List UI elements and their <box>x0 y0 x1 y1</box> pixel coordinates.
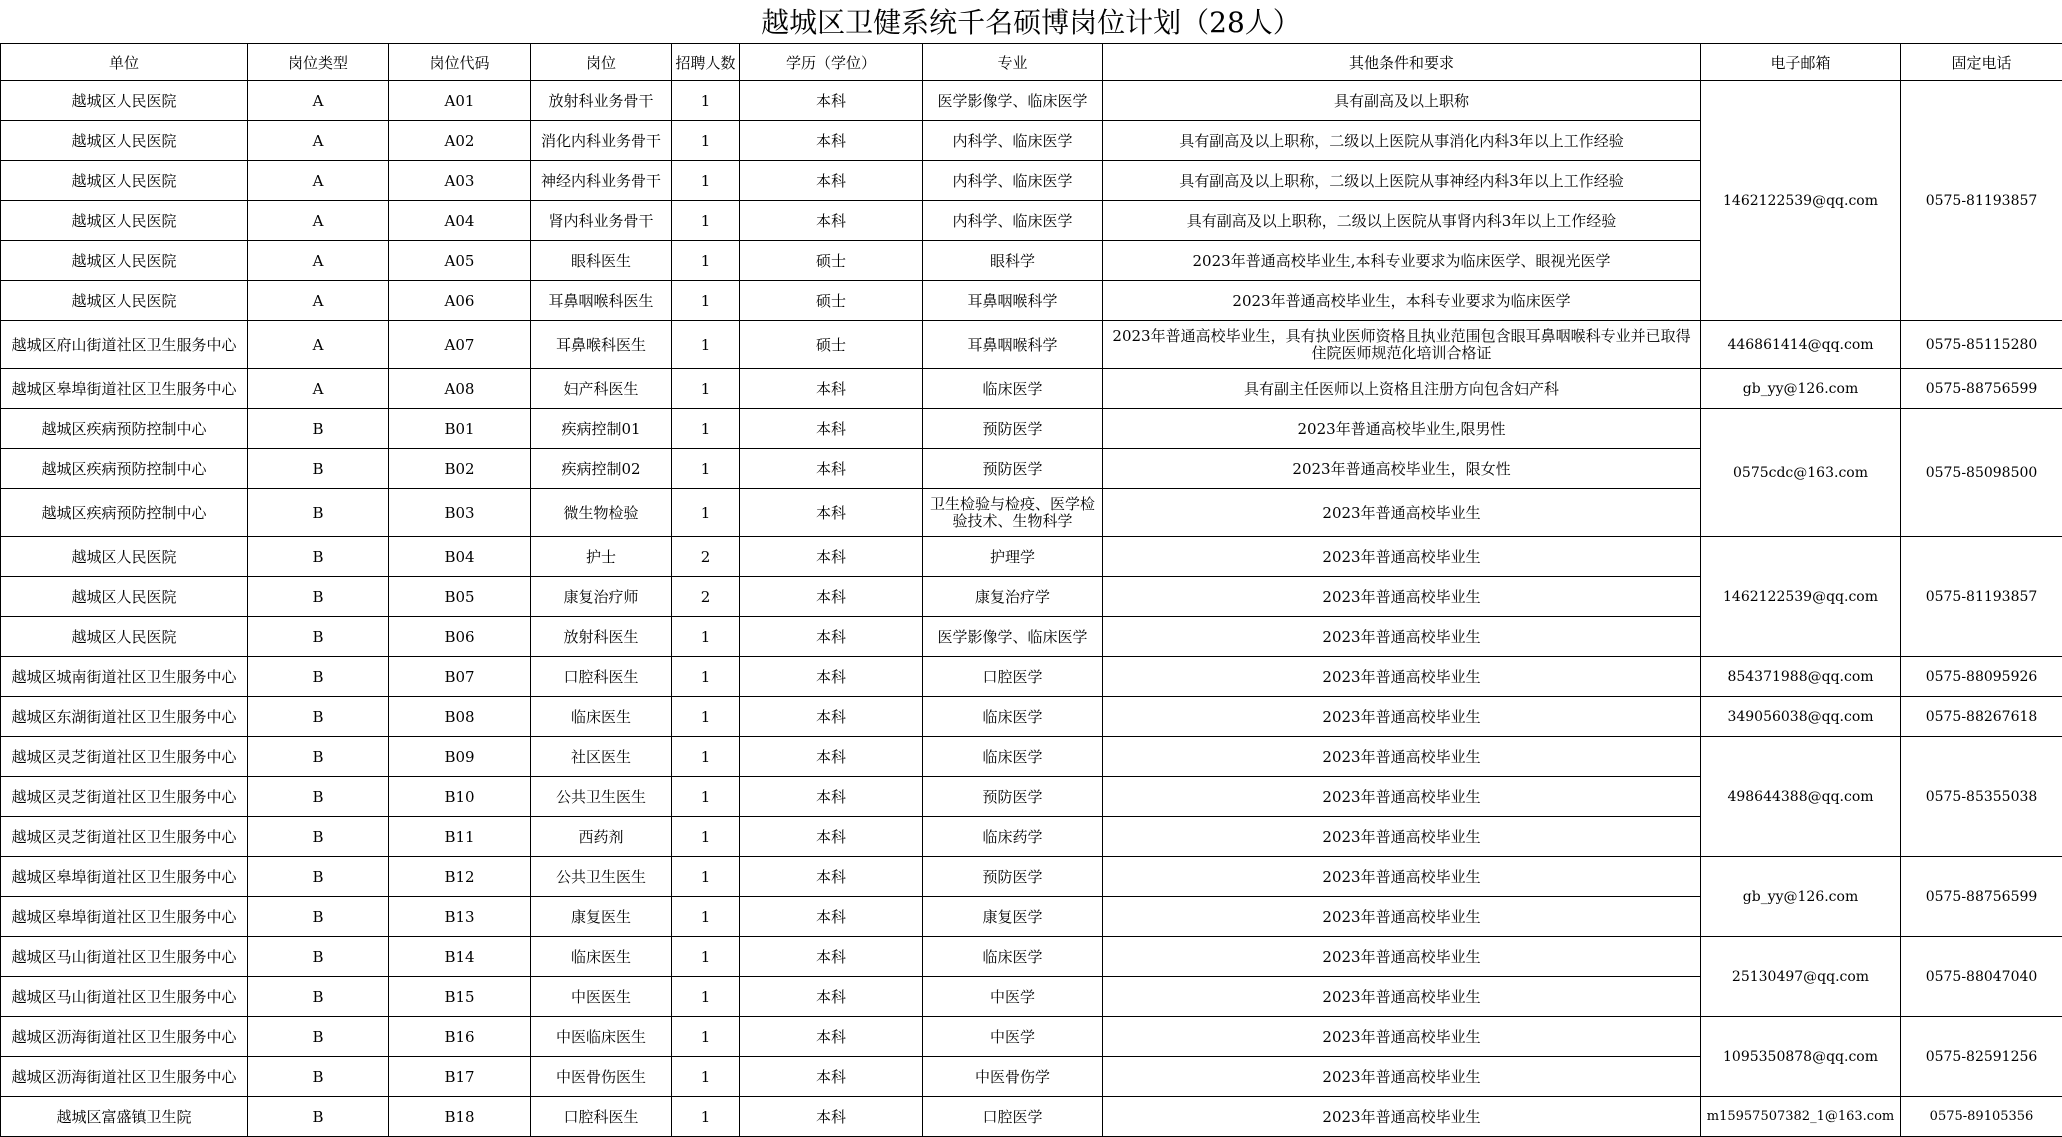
degree-cell: 本科 <box>740 1057 923 1097</box>
position-cell: 西药剂 <box>531 817 672 857</box>
major-cell: 临床医学 <box>923 737 1103 777</box>
unit-cell: 越城区人民医院 <box>1 537 248 577</box>
requirement-cell: 2023年普通高校毕业生 <box>1103 617 1701 657</box>
major-cell: 预防医学 <box>923 857 1103 897</box>
type-cell: A <box>248 281 389 321</box>
type-cell: A <box>248 81 389 121</box>
requirement-cell: 2023年普通高校毕业生，限女性 <box>1103 449 1701 489</box>
unit-cell: 越城区人民医院 <box>1 81 248 121</box>
requirement-cell: 2023年普通高校毕业生 <box>1103 489 1701 537</box>
type-cell: A <box>248 121 389 161</box>
position-cell: 中医医生 <box>531 977 672 1017</box>
major-cell: 中医骨伤学 <box>923 1057 1103 1097</box>
requirement-cell: 2023年普通高校毕业生，本科专业要求为临床医学 <box>1103 281 1701 321</box>
position-cell: 微生物检验 <box>531 489 672 537</box>
major-cell: 康复治疗学 <box>923 577 1103 617</box>
phone-cell: 0575-85098500 <box>1901 409 2062 537</box>
count-cell: 1 <box>672 81 740 121</box>
type-cell: A <box>248 161 389 201</box>
email-cell: 498644388@qq.com <box>1701 737 1901 857</box>
type-cell: B <box>248 537 389 577</box>
count-cell: 1 <box>672 817 740 857</box>
unit-cell: 越城区沥海街道社区卫生服务中心 <box>1 1017 248 1057</box>
position-cell: 临床医生 <box>531 937 672 977</box>
code-cell: B01 <box>389 409 531 449</box>
email-cell: gb_yy@126.com <box>1701 369 1901 409</box>
degree-cell: 硕士 <box>740 321 923 369</box>
count-cell: 1 <box>672 1017 740 1057</box>
email-cell: 1462122539@qq.com <box>1701 537 1901 657</box>
degree-cell: 本科 <box>740 617 923 657</box>
major-cell: 护理学 <box>923 537 1103 577</box>
unit-cell: 越城区沥海街道社区卫生服务中心 <box>1 1057 248 1097</box>
header-cell: 学历（学位） <box>740 44 923 81</box>
major-cell: 医学影像学、临床医学 <box>923 81 1103 121</box>
major-cell: 临床医学 <box>923 697 1103 737</box>
major-cell: 卫生检验与检疫、医学检验技术、生物科学 <box>923 489 1103 537</box>
table-row <box>1 857 2062 897</box>
degree-cell: 硕士 <box>740 241 923 281</box>
unit-cell: 越城区人民医院 <box>1 617 248 657</box>
degree-cell: 本科 <box>740 657 923 697</box>
requirement-cell: 2023年普通高校毕业生 <box>1103 897 1701 937</box>
position-cell: 公共卫生医生 <box>531 857 672 897</box>
major-cell: 预防医学 <box>923 449 1103 489</box>
degree-cell: 本科 <box>740 937 923 977</box>
degree-cell: 本科 <box>740 161 923 201</box>
code-cell: B05 <box>389 577 531 617</box>
count-cell: 1 <box>672 977 740 1017</box>
code-cell: B09 <box>389 737 531 777</box>
count-cell: 1 <box>672 449 740 489</box>
position-cell: 神经内科业务骨干 <box>531 161 672 201</box>
count-cell: 1 <box>672 1057 740 1097</box>
table-row <box>1 1017 2062 1057</box>
requirement-cell: 2023年普通高校毕业生 <box>1103 857 1701 897</box>
type-cell: B <box>248 617 389 657</box>
unit-cell: 越城区人民医院 <box>1 161 248 201</box>
header-cell: 单位 <box>1 44 248 81</box>
type-cell: B <box>248 1017 389 1057</box>
major-cell: 康复医学 <box>923 897 1103 937</box>
position-cell: 康复医生 <box>531 897 672 937</box>
type-cell: B <box>248 697 389 737</box>
position-cell: 康复治疗师 <box>531 577 672 617</box>
major-cell: 内科学、临床医学 <box>923 161 1103 201</box>
code-cell: B16 <box>389 1017 531 1057</box>
count-cell: 1 <box>672 657 740 697</box>
type-cell: A <box>248 241 389 281</box>
position-cell: 耳鼻喉科医生 <box>531 321 672 369</box>
count-cell: 1 <box>672 121 740 161</box>
code-cell: B13 <box>389 897 531 937</box>
unit-cell: 越城区皋埠街道社区卫生服务中心 <box>1 857 248 897</box>
requirement-cell: 2023年普通高校毕业生 <box>1103 777 1701 817</box>
header-cell: 其他条件和要求 <box>1103 44 1701 81</box>
code-cell: A06 <box>389 281 531 321</box>
degree-cell: 硕士 <box>740 281 923 321</box>
major-cell: 预防医学 <box>923 409 1103 449</box>
code-cell: B06 <box>389 617 531 657</box>
requirement-cell: 2023年普通高校毕业生 <box>1103 537 1701 577</box>
header-cell: 固定电话 <box>1901 44 2062 81</box>
position-cell: 放射科医生 <box>531 617 672 657</box>
type-cell: B <box>248 817 389 857</box>
degree-cell: 本科 <box>740 697 923 737</box>
header-cell: 招聘人数 <box>672 44 740 81</box>
major-cell: 内科学、临床医学 <box>923 201 1103 241</box>
position-cell: 社区医生 <box>531 737 672 777</box>
requirement-cell: 2023年普通高校毕业生 <box>1103 977 1701 1017</box>
degree-cell: 本科 <box>740 409 923 449</box>
unit-cell: 越城区皋埠街道社区卫生服务中心 <box>1 369 248 409</box>
position-cell: 眼科医生 <box>531 241 672 281</box>
header-row <box>1 44 2062 81</box>
code-cell: B08 <box>389 697 531 737</box>
requirement-cell: 2023年普通高校毕业生,本科专业要求为临床医学、眼视光医学 <box>1103 241 1701 281</box>
degree-cell: 本科 <box>740 817 923 857</box>
position-cell: 肾内科业务骨干 <box>531 201 672 241</box>
code-cell: A01 <box>389 81 531 121</box>
table-row <box>1 657 2062 697</box>
phone-cell: 0575-88756599 <box>1901 857 2062 937</box>
unit-cell: 越城区疾病预防控制中心 <box>1 489 248 537</box>
position-cell: 口腔科医生 <box>531 657 672 697</box>
requirement-cell: 2023年普通高校毕业生 <box>1103 1097 1701 1137</box>
code-cell: A03 <box>389 161 531 201</box>
major-cell: 临床药学 <box>923 817 1103 857</box>
email-cell: 446861414@qq.com <box>1701 321 1901 369</box>
phone-cell: 0575-81193857 <box>1901 537 2062 657</box>
unit-cell: 越城区人民医院 <box>1 201 248 241</box>
code-cell: B02 <box>389 449 531 489</box>
major-cell: 眼科学 <box>923 241 1103 281</box>
code-cell: A07 <box>389 321 531 369</box>
code-cell: B14 <box>389 937 531 977</box>
type-cell: B <box>248 1097 389 1137</box>
degree-cell: 本科 <box>740 449 923 489</box>
requirement-cell: 2023年普通高校毕业生 <box>1103 817 1701 857</box>
unit-cell: 越城区富盛镇卫生院 <box>1 1097 248 1137</box>
position-cell: 放射科业务骨干 <box>531 81 672 121</box>
major-cell: 医学影像学、临床医学 <box>923 617 1103 657</box>
position-cell: 护士 <box>531 537 672 577</box>
phone-cell: 0575-88756599 <box>1901 369 2062 409</box>
degree-cell: 本科 <box>740 489 923 537</box>
type-cell: A <box>248 201 389 241</box>
header-cell: 岗位类型 <box>248 44 389 81</box>
code-cell: B10 <box>389 777 531 817</box>
table-row <box>1 409 2062 449</box>
code-cell: A05 <box>389 241 531 281</box>
requirement-cell: 2023年普通高校毕业生 <box>1103 937 1701 977</box>
degree-cell: 本科 <box>740 857 923 897</box>
phone-cell: 0575-82591256 <box>1901 1017 2062 1097</box>
code-cell: B17 <box>389 1057 531 1097</box>
count-cell: 1 <box>672 489 740 537</box>
unit-cell: 越城区人民医院 <box>1 241 248 281</box>
major-cell: 内科学、临床医学 <box>923 121 1103 161</box>
degree-cell: 本科 <box>740 201 923 241</box>
requirement-cell: 2023年普通高校毕业生,限男性 <box>1103 409 1701 449</box>
count-cell: 2 <box>672 577 740 617</box>
count-cell: 1 <box>672 161 740 201</box>
requirement-cell: 2023年普通高校毕业生 <box>1103 697 1701 737</box>
email-cell: 1462122539@qq.com <box>1701 81 1901 321</box>
requirement-cell: 具有副高及以上职称，二级以上医院从事神经内科3年以上工作经验 <box>1103 161 1701 201</box>
code-cell: A04 <box>389 201 531 241</box>
unit-cell: 越城区人民医院 <box>1 577 248 617</box>
table-row <box>1 81 2062 121</box>
unit-cell: 越城区人民医院 <box>1 121 248 161</box>
unit-cell: 越城区灵芝街道社区卫生服务中心 <box>1 817 248 857</box>
type-cell: B <box>248 657 389 697</box>
count-cell: 1 <box>672 777 740 817</box>
major-cell: 临床医学 <box>923 937 1103 977</box>
count-cell: 1 <box>672 241 740 281</box>
position-cell: 口腔科医生 <box>531 1097 672 1137</box>
position-cell: 中医骨伤医生 <box>531 1057 672 1097</box>
count-cell: 1 <box>672 321 740 369</box>
type-cell: A <box>248 321 389 369</box>
code-cell: B03 <box>389 489 531 537</box>
requirement-cell: 2023年普通高校毕业生 <box>1103 1057 1701 1097</box>
unit-cell: 越城区灵芝街道社区卫生服务中心 <box>1 737 248 777</box>
table-row <box>1 321 2062 369</box>
type-cell: B <box>248 1057 389 1097</box>
degree-cell: 本科 <box>740 1097 923 1137</box>
major-cell: 中医学 <box>923 977 1103 1017</box>
unit-cell: 越城区皋埠街道社区卫生服务中心 <box>1 897 248 937</box>
phone-cell: 0575-88047040 <box>1901 937 2062 1017</box>
major-cell: 临床医学 <box>923 369 1103 409</box>
job-table <box>0 43 2062 1137</box>
major-cell: 预防医学 <box>923 777 1103 817</box>
unit-cell: 越城区马山街道社区卫生服务中心 <box>1 937 248 977</box>
degree-cell: 本科 <box>740 777 923 817</box>
requirement-cell: 具有副高及以上职称，二级以上医院从事肾内科3年以上工作经验 <box>1103 201 1701 241</box>
major-cell: 口腔医学 <box>923 657 1103 697</box>
requirement-cell: 具有副主任医师以上资格且注册方向包含妇产科 <box>1103 369 1701 409</box>
type-cell: A <box>248 369 389 409</box>
email-cell: 25130497@qq.com <box>1701 937 1901 1017</box>
phone-cell: 0575-88095926 <box>1901 657 2062 697</box>
code-cell: B07 <box>389 657 531 697</box>
table-row <box>1 737 2062 777</box>
email-cell: 1095350878@qq.com <box>1701 1017 1901 1097</box>
unit-cell: 越城区东湖街道社区卫生服务中心 <box>1 697 248 737</box>
position-cell: 中医临床医生 <box>531 1017 672 1057</box>
position-cell: 消化内科业务骨干 <box>531 121 672 161</box>
requirement-cell: 具有副高及以上职称，二级以上医院从事消化内科3年以上工作经验 <box>1103 121 1701 161</box>
header-cell: 电子邮箱 <box>1701 44 1901 81</box>
unit-cell: 越城区城南街道社区卫生服务中心 <box>1 657 248 697</box>
email-cell: gb_yy@126.com <box>1701 857 1901 937</box>
code-cell: A02 <box>389 121 531 161</box>
code-cell: A08 <box>389 369 531 409</box>
type-cell: B <box>248 777 389 817</box>
position-cell: 公共卫生医生 <box>531 777 672 817</box>
type-cell: B <box>248 409 389 449</box>
count-cell: 1 <box>672 369 740 409</box>
position-cell: 疾病控制01 <box>531 409 672 449</box>
type-cell: B <box>248 737 389 777</box>
code-cell: B18 <box>389 1097 531 1137</box>
requirement-cell: 2023年普通高校毕业生，具有执业医师资格且执业范围包含眼耳鼻咽喉科专业并已取得住院医师规范化培训合格证 <box>1103 321 1701 369</box>
header-cell: 岗位代码 <box>389 44 531 81</box>
count-cell: 1 <box>672 409 740 449</box>
position-cell: 疾病控制02 <box>531 449 672 489</box>
unit-cell: 越城区人民医院 <box>1 281 248 321</box>
degree-cell: 本科 <box>740 977 923 1017</box>
count-cell: 1 <box>672 697 740 737</box>
count-cell: 1 <box>672 1097 740 1137</box>
count-cell: 1 <box>672 617 740 657</box>
degree-cell: 本科 <box>740 737 923 777</box>
count-cell: 1 <box>672 857 740 897</box>
requirement-cell: 2023年普通高校毕业生 <box>1103 577 1701 617</box>
table-row <box>1 369 2062 409</box>
major-cell: 中医学 <box>923 1017 1103 1057</box>
degree-cell: 本科 <box>740 81 923 121</box>
unit-cell: 越城区疾病预防控制中心 <box>1 409 248 449</box>
header-cell: 专业 <box>923 44 1103 81</box>
count-cell: 1 <box>672 897 740 937</box>
requirement-cell: 2023年普通高校毕业生 <box>1103 657 1701 697</box>
phone-cell: 0575-89105356 <box>1901 1097 2062 1137</box>
major-cell: 口腔医学 <box>923 1097 1103 1137</box>
unit-cell: 越城区灵芝街道社区卫生服务中心 <box>1 777 248 817</box>
phone-cell: 0575-88267618 <box>1901 697 2062 737</box>
phone-cell: 0575-85355038 <box>1901 737 2062 857</box>
requirement-cell: 2023年普通高校毕业生 <box>1103 1017 1701 1057</box>
degree-cell: 本科 <box>740 577 923 617</box>
table-row <box>1 1097 2062 1137</box>
table-row <box>1 937 2062 977</box>
position-cell: 耳鼻咽喉科医生 <box>531 281 672 321</box>
degree-cell: 本科 <box>740 121 923 161</box>
unit-cell: 越城区马山街道社区卫生服务中心 <box>1 977 248 1017</box>
email-cell: 0575cdc@163.com <box>1701 409 1901 537</box>
degree-cell: 本科 <box>740 1017 923 1057</box>
major-cell: 耳鼻咽喉科学 <box>923 281 1103 321</box>
sheet-title: 越城区卫健系统千名硕博岗位计划（28人） <box>0 0 2062 44</box>
email-cell: 349056038@qq.com <box>1701 697 1901 737</box>
count-cell: 1 <box>672 201 740 241</box>
position-cell: 临床医生 <box>531 697 672 737</box>
requirement-cell: 2023年普通高校毕业生 <box>1103 737 1701 777</box>
type-cell: B <box>248 577 389 617</box>
type-cell: B <box>248 897 389 937</box>
code-cell: B15 <box>389 977 531 1017</box>
unit-cell: 越城区疾病预防控制中心 <box>1 449 248 489</box>
position-cell: 妇产科医生 <box>531 369 672 409</box>
unit-cell: 越城区府山街道社区卫生服务中心 <box>1 321 248 369</box>
header-cell: 岗位 <box>531 44 672 81</box>
degree-cell: 本科 <box>740 897 923 937</box>
degree-cell: 本科 <box>740 537 923 577</box>
count-cell: 1 <box>672 937 740 977</box>
phone-cell: 0575-81193857 <box>1901 81 2062 321</box>
table-row <box>1 537 2062 577</box>
type-cell: B <box>248 449 389 489</box>
code-cell: B11 <box>389 817 531 857</box>
count-cell: 1 <box>672 281 740 321</box>
type-cell: B <box>248 489 389 537</box>
count-cell: 1 <box>672 737 740 777</box>
table-row <box>1 697 2062 737</box>
type-cell: B <box>248 937 389 977</box>
code-cell: B12 <box>389 857 531 897</box>
email-cell: 854371988@qq.com <box>1701 657 1901 697</box>
requirement-cell: 具有副高及以上职称 <box>1103 81 1701 121</box>
type-cell: B <box>248 857 389 897</box>
major-cell: 耳鼻咽喉科学 <box>923 321 1103 369</box>
type-cell: B <box>248 977 389 1017</box>
degree-cell: 本科 <box>740 369 923 409</box>
table-body <box>1 81 2062 1137</box>
code-cell: B04 <box>389 537 531 577</box>
phone-cell: 0575-85115280 <box>1901 321 2062 369</box>
email-cell: m15957507382_1@163.com <box>1701 1097 1901 1137</box>
count-cell: 2 <box>672 537 740 577</box>
